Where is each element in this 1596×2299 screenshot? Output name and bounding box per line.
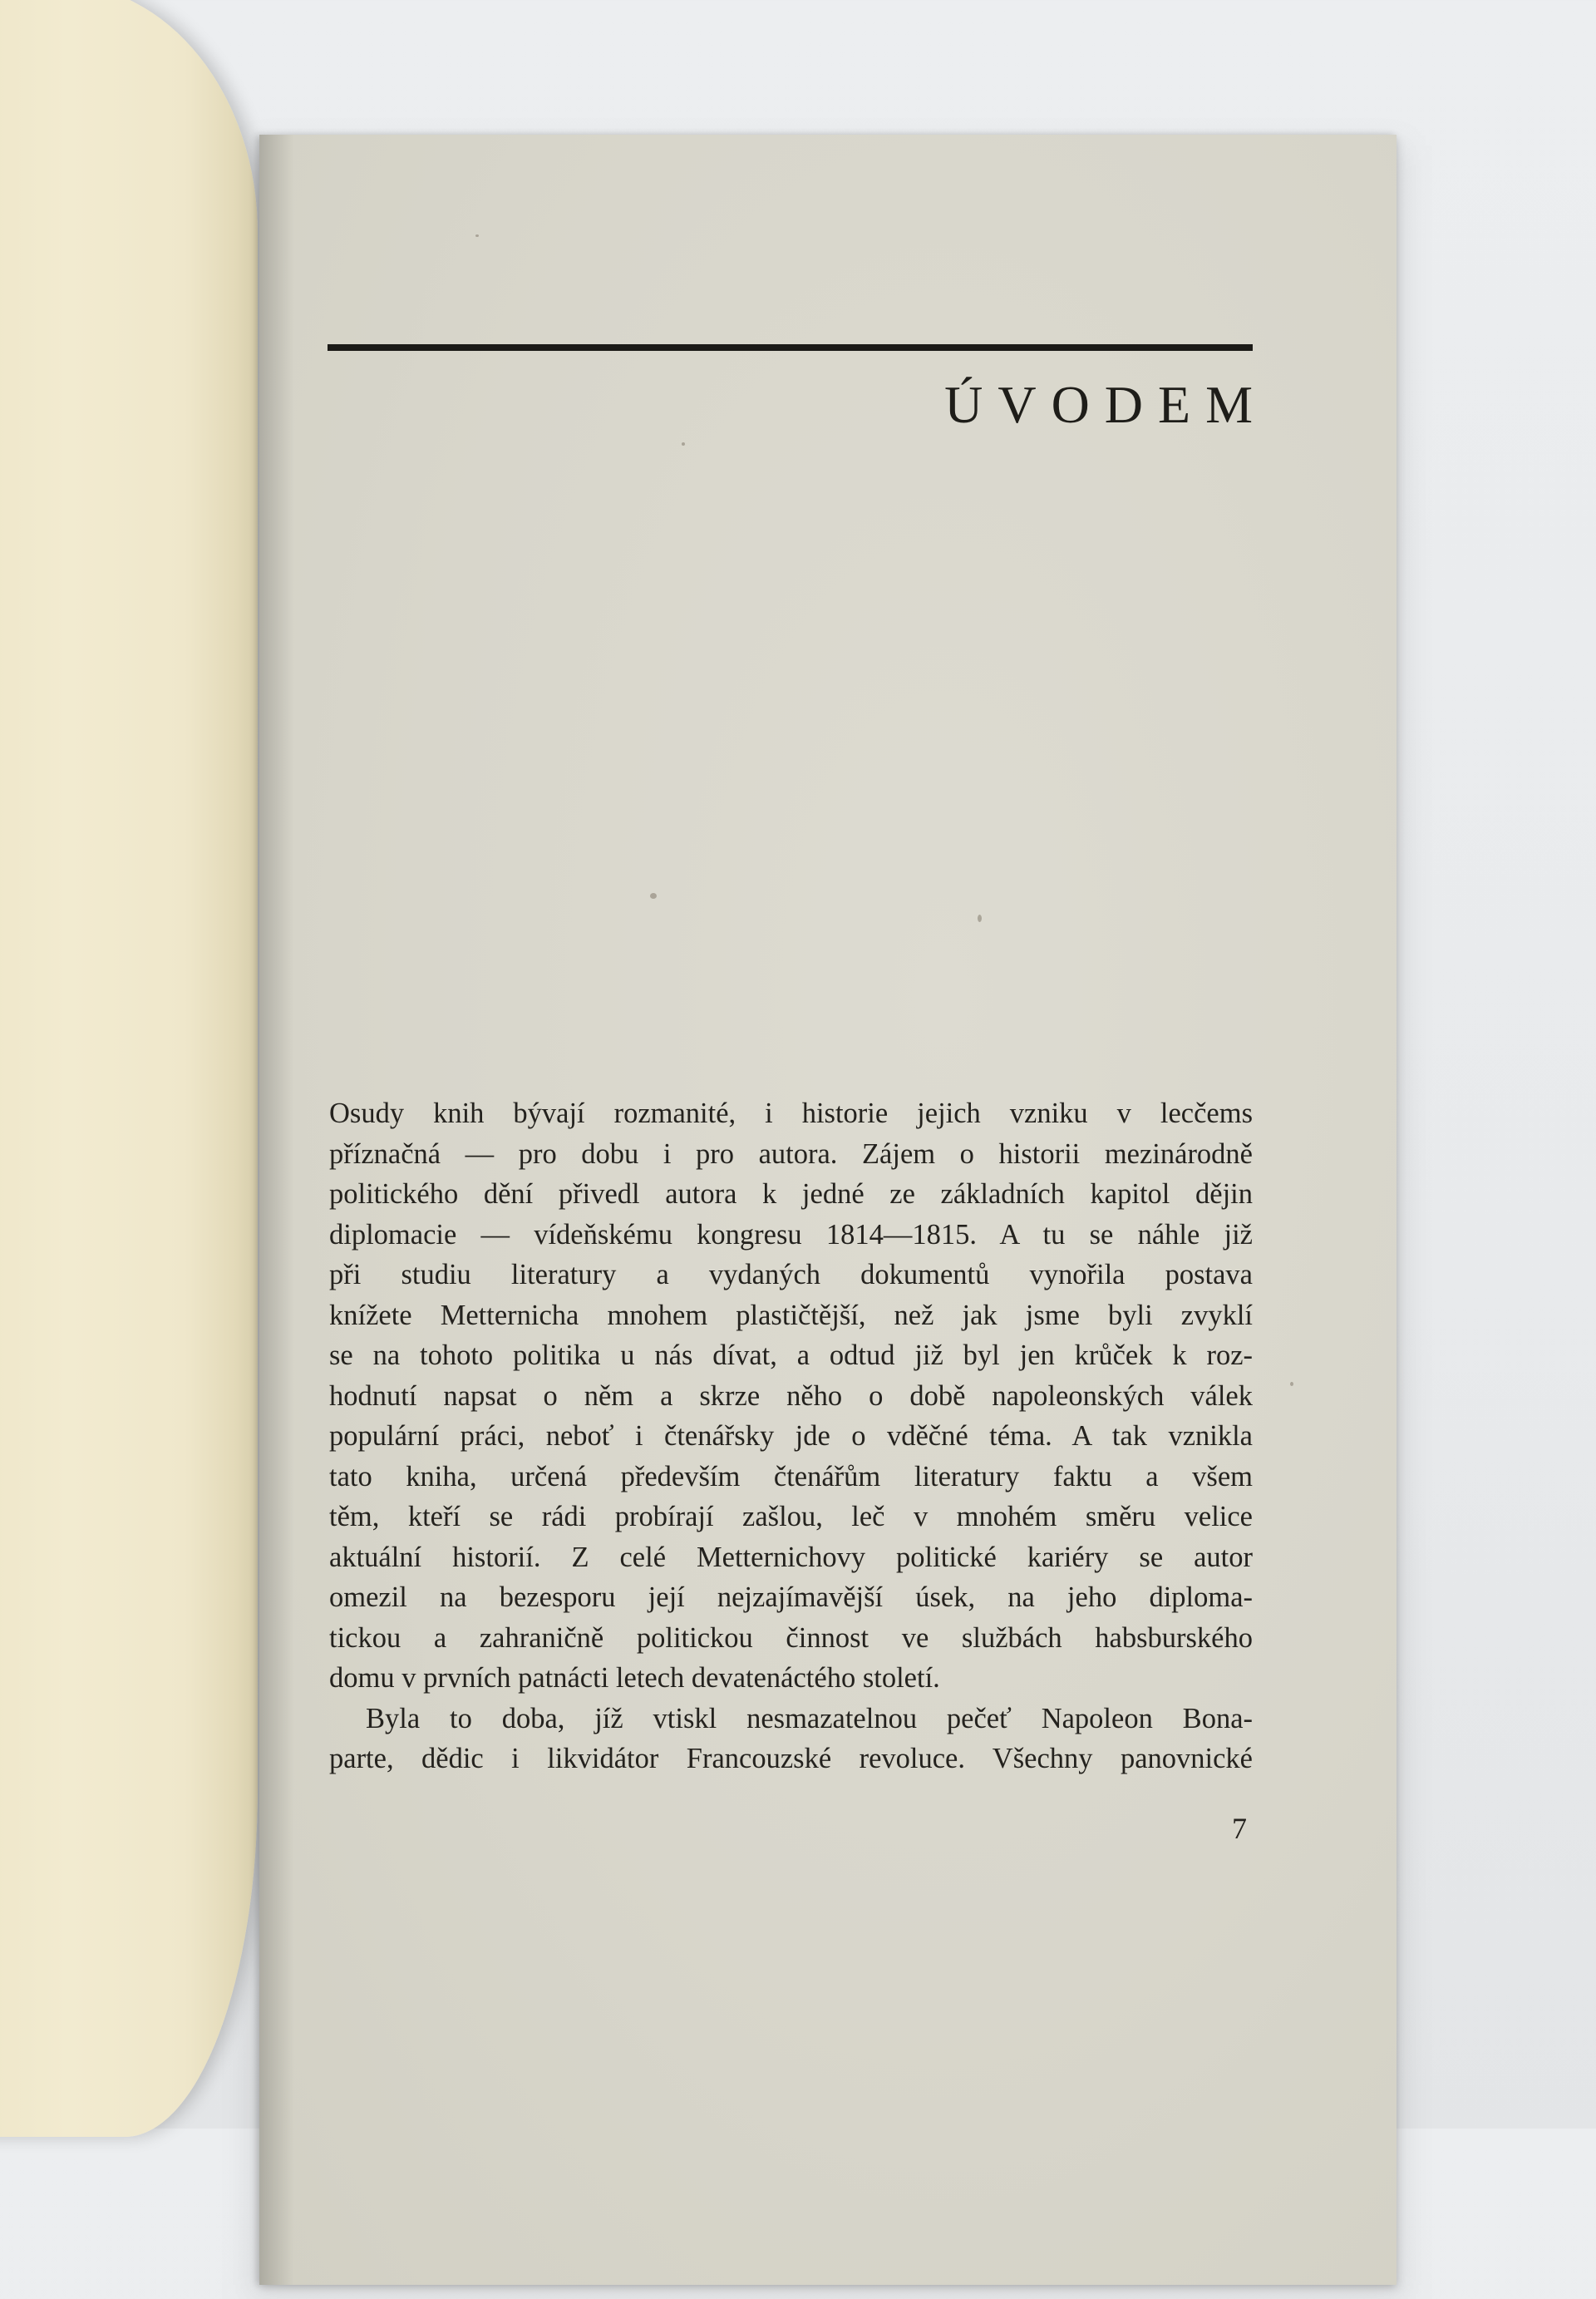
chapter-rule — [328, 344, 1253, 351]
text-line: domu v prvních patnácti letech devatenáctého století. — [329, 1662, 940, 1694]
chapter-title: ÚVODEM — [944, 375, 1268, 434]
paper-speck — [682, 442, 685, 446]
text-line: hodnutí napsat o něm a skrze něho o době napoleonských válek — [329, 1379, 1253, 1412]
text-line: Osudy knih bývají rozmanité, i historie jejich vzniku v lecčems — [329, 1098, 1253, 1129]
gutter-shade — [259, 135, 294, 2285]
text-line: parte, dědic i likvidátor Francouzské revoluce. Všechny panovnické — [329, 1743, 1253, 1774]
right-page — [259, 135, 1396, 2285]
text-line: diplomacie — vídeňskému kongresu 1814—1815. A tu se náhle již — [329, 1218, 1253, 1251]
text-line: při studiu literatury a vydaných dokumentů vynořila postava — [329, 1259, 1253, 1290]
text-line: tickou a zahraničně politickou činnost ve službách habsburského — [329, 1621, 1253, 1654]
paper-speck — [978, 915, 982, 922]
paper-speck — [1290, 1382, 1293, 1386]
text-line: těm, kteří se rádi probírají zašlou, leč v mnohém směru velice — [329, 1501, 1253, 1532]
paper-speck — [475, 234, 479, 237]
text-line: politického dění přivedl autora k jedné ze základních kapitol dějin — [329, 1178, 1253, 1210]
paragraph — [329, 1093, 1253, 1699]
text-line: aktuální historií. Z celé Metternichovy politické kariéry se autor — [329, 1541, 1253, 1573]
page-number: 7 — [1232, 1812, 1247, 1845]
body-text — [329, 1093, 1253, 1779]
text-line: Byla to doba, jíž vtiskl nesmazatelnou pečeť Napoleon Bona- — [366, 1702, 1253, 1734]
left-page — [0, 0, 258, 2137]
text-line: populární práci, neboť i čtenářsky jde o vděčné téma. A tak vznikla — [329, 1420, 1253, 1452]
paragraph — [329, 1699, 1253, 1779]
text-line: příznačná — pro dobu i pro autora. Zájem o historii mezinárodně — [329, 1137, 1253, 1170]
text-line: se na tohoto politika u nás dívat, a odtud již byl jen krůček k roz- — [329, 1339, 1253, 1371]
text-line: knížete Metternicha mnohem plastičtější, než jak jsme byli zvyklí — [329, 1299, 1253, 1331]
text-line: tato kniha, určená především čtenářům literatury faktu a všem — [329, 1460, 1253, 1492]
paper-speck — [650, 893, 657, 899]
text-line: omezil na bezesporu její nejzajímavější úsek, na jeho diploma- — [329, 1581, 1253, 1613]
